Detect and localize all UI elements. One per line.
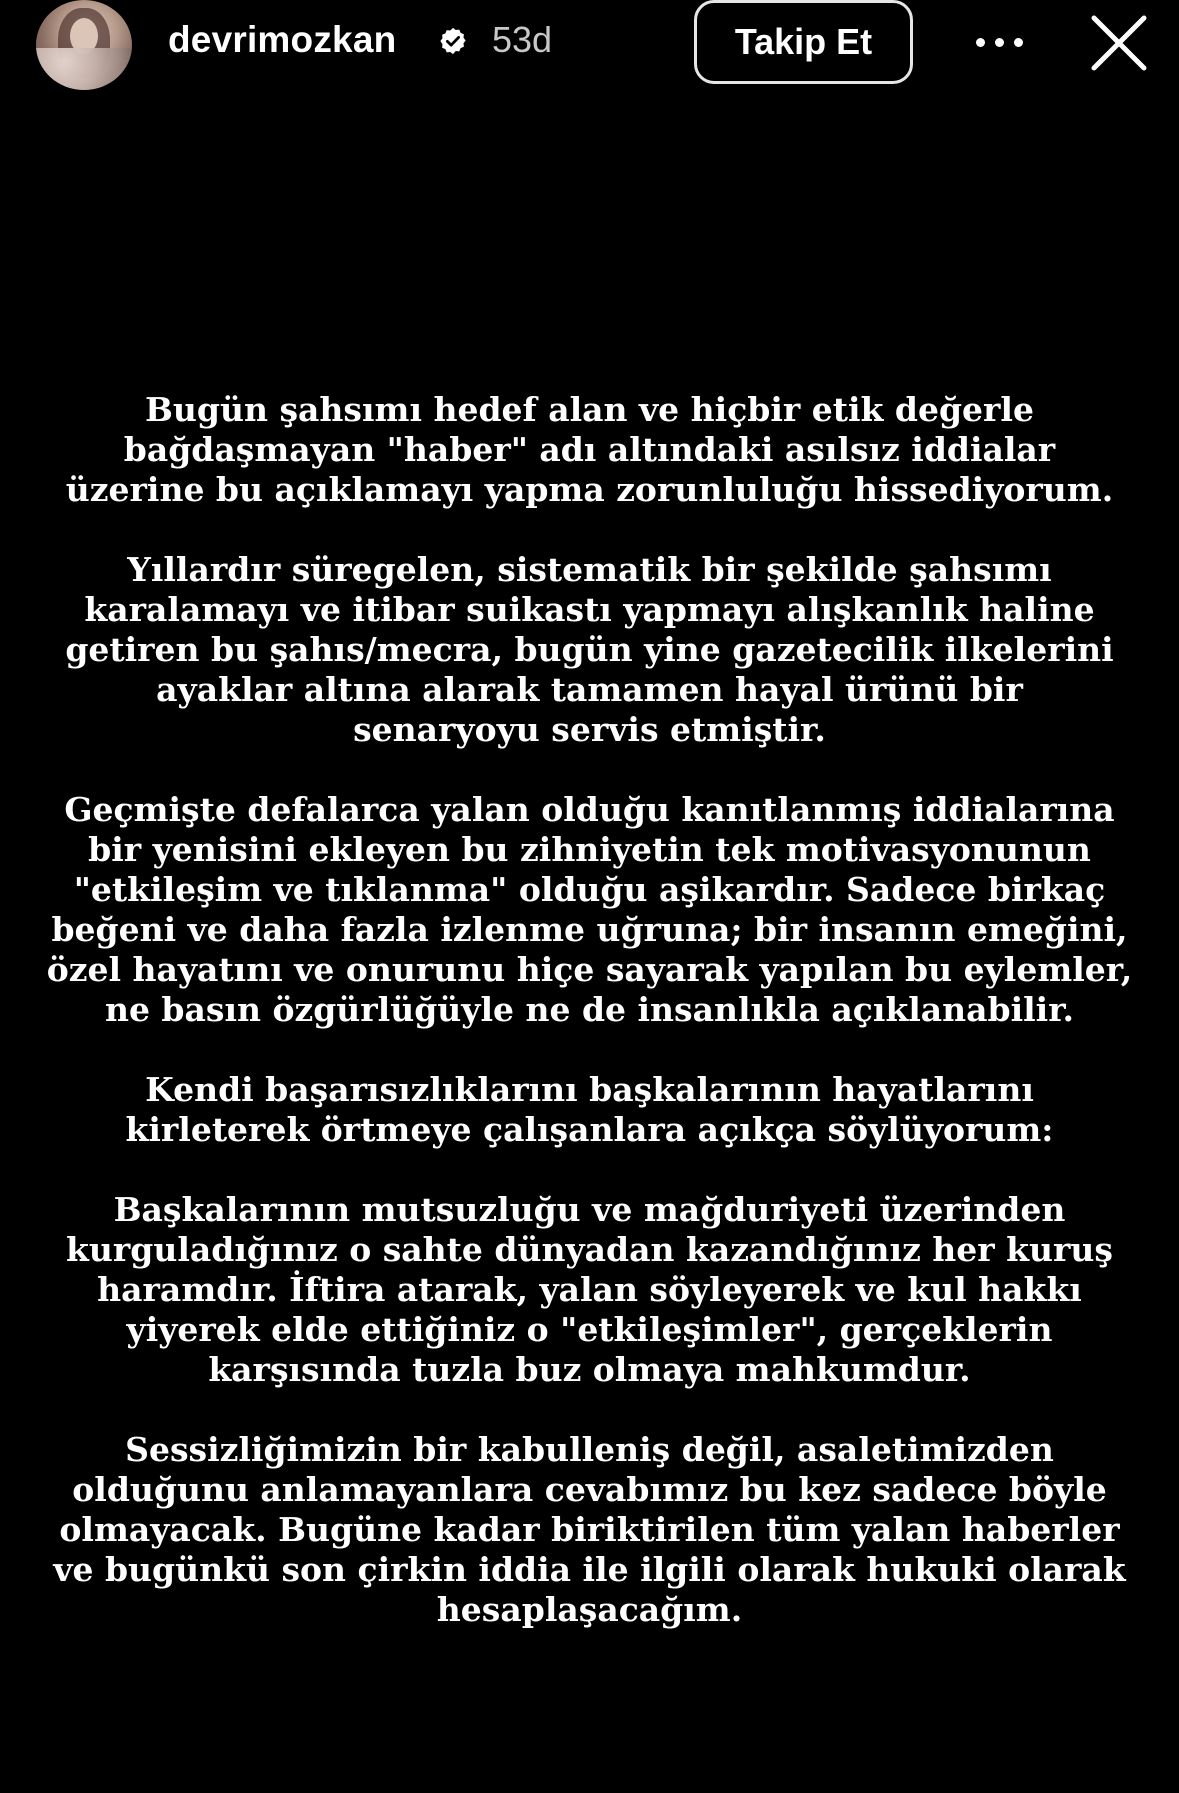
story-paragraph-3: Geçmişte defalarca yalan olduğu kanıtlanmış iddialarına bir yenisini ekleyen bu zihniyetin tek motivasyonunun "etkileşim ve tıklanma" olduğu aşikardır. Sadece birkaç beğeni ve daha fazla izlenme uğruna; bir insanın emeğini, özel hayatını ve onurunu hiçe sayarak yapılan bu eylemler, ne basın özgürlüğüyle ne de insanlıkla açıklanabilir. — [46, 790, 1133, 1029]
close-icon[interactable] — [1086, 10, 1152, 76]
more-dot — [995, 38, 1004, 47]
username[interactable]: devrimozkan — [168, 19, 397, 60]
story-paragraph-1: Bugün şahsımı hedef alan ve hiçbir etik değerle bağdaşmayan "haber" adı altındaki asılsız iddialar üzerine bu açıklamayı yapma zorunluluğu hissediyorum. — [65, 390, 1114, 509]
post-time: 53d — [492, 19, 553, 60]
story-paragraph-4: Kendi başarısızlıklarını başkalarının hayatlarını kirleterek örtmeye çalışanlara açıkça söylüyorum: — [125, 1070, 1054, 1149]
story-paragraph-6: Sessizliğimizin bir kabulleniş değil, asaletimizden olduğunu anlamayanlara cevabımız bu kez sadece böyle olmayacak. Bugüne kadar biriktirilen tüm yalan haberler ve bugünkü son çirkin iddia ile ilgili olarak hukuki olarak hesaplaşacağım. — [53, 1430, 1126, 1629]
more-dot — [1014, 38, 1023, 47]
more-options-icon[interactable] — [969, 22, 1029, 62]
more-dot — [976, 38, 985, 47]
follow-button[interactable]: Takip Et — [694, 0, 913, 84]
verified-badge-icon — [438, 26, 468, 56]
story-text — [40, 390, 1139, 1670]
story-paragraph-2: Yıllardır süregelen, sistematik bir şekilde şahsımı karalamayı ve itibar suikastı yapmayı alışkanlık haline getiren bu şahıs/mecra, bugün yine gazetecilik ilkelerini ayaklar altına alarak tamamen hayal ürünü bir senaryoyu servis etmiştir. — [65, 550, 1114, 749]
avatar[interactable] — [36, 0, 132, 90]
avatar-feathers — [36, 48, 132, 90]
story-header — [0, 0, 1179, 90]
story-paragraph-5: Başkalarının mutsuzluğu ve mağduriyeti üzerinden kurguladığınız o sahte dünyadan kazandığınız her kuruş haramdır. İftira atarak, yalan söyleyerek ve kul hakkı yiyerek elde ettiğiniz o "etkileşimler", gerçeklerin karşısında tuzla buz olmaya mahkumdur. — [66, 1190, 1113, 1389]
